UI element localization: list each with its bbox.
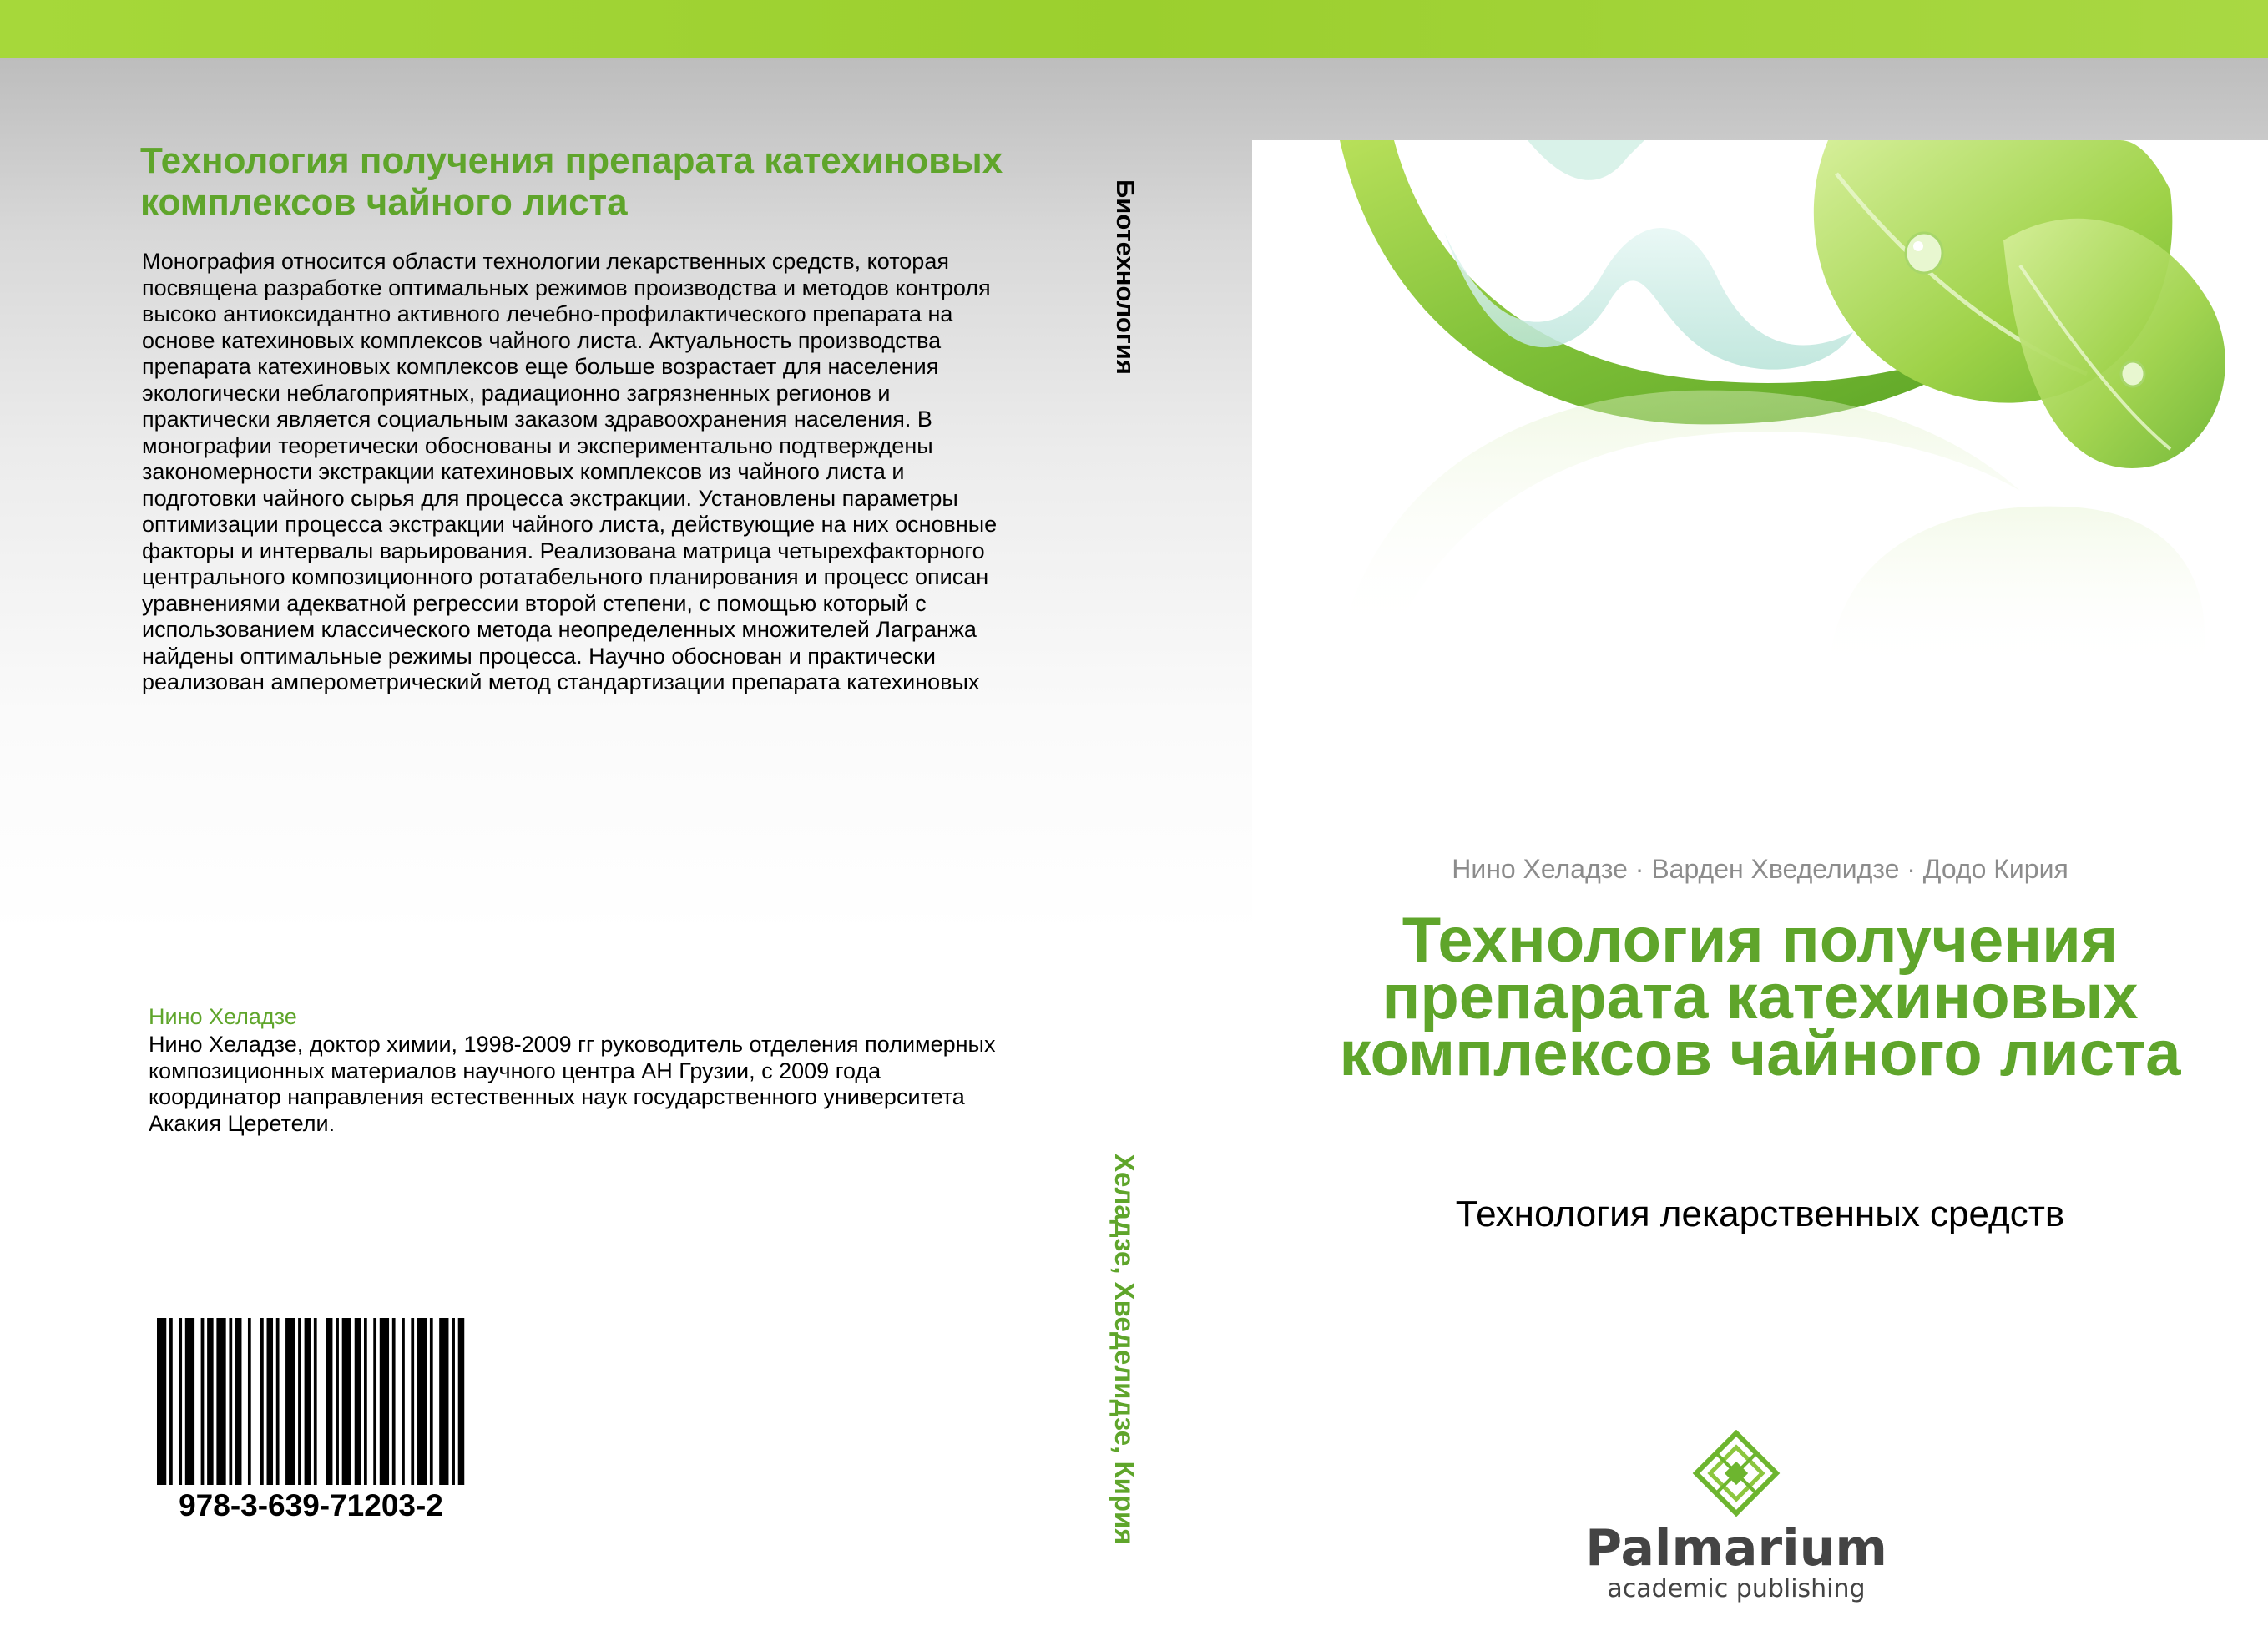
barcode-icon xyxy=(157,1318,467,1485)
barcode-bar xyxy=(430,1318,433,1485)
front-authors: Нино Хеладзе · Варден Хведелидзе · Додо Кирия xyxy=(1452,854,2068,884)
barcode-bar xyxy=(402,1318,405,1485)
front-cover xyxy=(1252,140,2268,1641)
barcode-bar xyxy=(201,1318,205,1485)
back-author-name: Нино Хеладзе xyxy=(149,1004,297,1029)
front-title: Технология получения препарата катехиновых комплексов чайного листа xyxy=(1339,905,2181,1089)
publisher-tagline: academic publishing xyxy=(1607,1574,1866,1603)
front-subtitle: Технология лекарственных средств xyxy=(1455,1194,2065,1235)
isbn-number: 978-3-639-71203-2 xyxy=(179,1488,443,1522)
back-cover-title: Технология получения препарата катехиновых комплексов чайного листа xyxy=(140,140,1003,223)
spine-authors: Хеладзе, Хведелидзе, Кирия xyxy=(1109,1154,1140,1545)
barcode-bar xyxy=(458,1318,465,1485)
barcode-bar xyxy=(207,1318,214,1485)
barcode-bar xyxy=(169,1318,173,1485)
barcode-bar xyxy=(326,1318,333,1485)
barcode-bar xyxy=(298,1318,301,1485)
barcode-bar xyxy=(216,1318,225,1485)
barcode-bar xyxy=(179,1318,182,1485)
barcode-bar xyxy=(260,1318,264,1485)
palmarium-logo-icon xyxy=(1578,1430,1895,1605)
barcode-bar xyxy=(336,1318,339,1485)
top-green-bar xyxy=(0,0,2268,58)
barcode-bar xyxy=(452,1318,455,1485)
barcode-bar xyxy=(439,1318,448,1485)
spine-series-label: Биотехнология xyxy=(1111,179,1140,375)
barcode-bar xyxy=(248,1318,251,1485)
barcode-bar xyxy=(342,1318,351,1485)
barcode-bar xyxy=(417,1318,427,1485)
barcode-bar xyxy=(229,1318,232,1485)
barcode-bar xyxy=(314,1318,317,1485)
back-cover-blurb: Монография относится области технологии лекарственных средств, которая посвящена разработке оптимальных режимов производства и методов контроля высоко антиоксидантно активного лечебно-профилактического препарата на основе катехиновых комплексов чайного листа. Актуальность производства препарата катехиновых комплексов еще больше возрастает для населения экологически неблагоприятных, радиационно загрязненных регионов и практически является социальным заказом здравоохранения населения. В монографии теоретически обоснованы и экспериментально подтверждены закономерности экстракции катехиновых комплексов из чайного листа и подготовки чайного сырья для процесса экстракции. Установлены параметры оптимизации процесса экстракции чайного листа, действующие на них основные факторы и интервалы варьирования. Реализована матрица четырехфакторного центрального композиционного ротатабельного планирования и процесс описан уравнениями адекватной регрессии второй степени, с помощью который с использованием классического метода неопределенных множителей Лагранжа найдены оптимальные режимы процесса. Научно обоснован и практически реализован амперометрический метод стандартизации препарата катехиновых xyxy=(142,249,998,694)
barcode-bar xyxy=(305,1318,311,1485)
barcode-bar xyxy=(373,1318,376,1485)
barcode-bar xyxy=(276,1318,280,1485)
publisher-name: Palmarium xyxy=(1585,1519,1887,1578)
barcode-bar xyxy=(364,1318,367,1485)
green-leaf-swirl-art xyxy=(1252,140,2268,741)
barcode-bar xyxy=(380,1318,389,1485)
barcode-bar xyxy=(235,1318,242,1485)
barcode-bar xyxy=(267,1318,274,1485)
barcode-bar xyxy=(392,1318,396,1485)
barcode-bar xyxy=(355,1318,361,1485)
barcode-bar xyxy=(285,1318,295,1485)
barcode-bar xyxy=(185,1318,194,1485)
barcode-bar xyxy=(411,1318,414,1485)
barcode-bar xyxy=(157,1318,166,1485)
back-author-bio: Нино Хеладзе, доктор химии, 1998-2009 гг руководитель отделения полимерных композиционных материалов научного центра АН Грузии, с 2009 года координатор направления естественных наук государственного университета Акакия Церетели. xyxy=(149,1032,996,1136)
isbn-barcode xyxy=(150,1315,472,1532)
